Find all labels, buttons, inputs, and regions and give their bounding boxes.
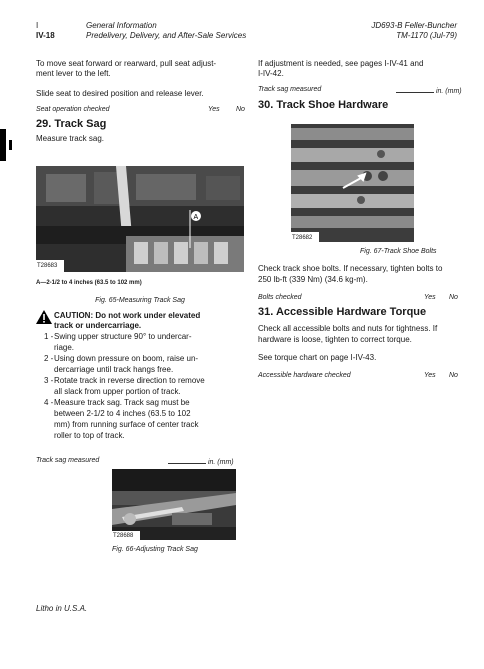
- header-page-number: IV-18: [36, 31, 55, 40]
- torque-chart-reference: See torque chart on page I-IV-43.: [258, 353, 377, 362]
- sag-measured-unit: in. (mm): [207, 459, 234, 466]
- svg-text:A: A: [193, 214, 199, 221]
- heading-30: 30. Track Shoe Hardware: [258, 99, 389, 111]
- fig67-illustration: [291, 124, 414, 242]
- fig65-illustration: [36, 166, 244, 272]
- litho-footer: Litho in U.S.A.: [36, 604, 88, 613]
- section-tab-mark: [9, 140, 12, 150]
- step-text: all slack from upper portion of track.: [54, 387, 181, 396]
- heading-31: 31. Accessible Hardware Torque: [258, 306, 427, 318]
- accessible-checked-no: No: [449, 372, 458, 379]
- header-model: JD693-B Feller-Buncher: [371, 21, 457, 30]
- caution-icon: [36, 310, 52, 324]
- right-sag-measured-label: Track sag measured: [258, 86, 322, 93]
- accessible-line-2: hardware is loose, tighten to correct torque.: [258, 335, 412, 344]
- fig66-caption: Fig. 66-Adjusting Track Sag: [112, 546, 198, 553]
- step-text: dercarriage until track hangs free.: [54, 365, 174, 374]
- adjust-line-1: If adjustment is needed, see pages I-IV-41 and: [258, 59, 424, 68]
- header-tm: TM-1170 (Jul-79): [396, 31, 457, 40]
- step-number: 3 -: [44, 376, 54, 385]
- fig65-code: T28683: [37, 263, 58, 269]
- check-bolts-line-2: 250 lb-ft (339 Nm) (34.6 kg-m).: [258, 275, 368, 284]
- step-text: Measure track sag. Track sag must be: [54, 398, 190, 407]
- step-text: between 2-1/2 to 4 inches (63.5 to 102: [54, 409, 191, 418]
- section-tab: [0, 129, 6, 161]
- right-sag-measured-blank: [396, 85, 434, 93]
- step-text: Rotate track in reverse direction to remove: [54, 376, 205, 385]
- adjust-line-2: I-IV-42.: [258, 69, 284, 78]
- fig65-photo: [36, 166, 244, 272]
- check-bolts-line-1: Check track shoe bolts. If necessary, tighten bolts to: [258, 264, 443, 273]
- sag-measured-blank: [168, 456, 206, 464]
- seat-check-label: Seat operation checked: [36, 106, 110, 113]
- fig67-code: T28682: [292, 235, 313, 241]
- sag-measured-label: Track sag measured: [36, 457, 100, 464]
- sag-measured-field: [168, 456, 234, 467]
- header-section: I: [36, 21, 39, 30]
- intro-line-2: ment lever to the left.: [36, 69, 111, 78]
- step-text: Swing upper structure 90° to undercar-: [54, 332, 192, 341]
- bolts-checked-no: No: [449, 294, 458, 301]
- accessible-line-1: Check all accessible bolts and nuts for tightness. If: [258, 324, 438, 333]
- step-3: [44, 375, 244, 397]
- fig65-caption: Fig. 65-Measuring Track Sag: [95, 297, 185, 304]
- header-title: General Information: [86, 21, 157, 30]
- step-text: roller to top of track.: [54, 431, 125, 440]
- fig66-illustration: [112, 469, 236, 540]
- step-4: [44, 397, 244, 441]
- bolts-checked-yes: Yes: [424, 294, 436, 301]
- step-text: mm) from running surface of center track: [54, 420, 199, 429]
- step-2: [44, 353, 244, 375]
- seat-check-no: No: [236, 106, 245, 113]
- fig67-photo: [291, 124, 414, 242]
- procedure-list: [44, 331, 244, 441]
- fig66-photo: [112, 469, 236, 540]
- step-number: 4 -: [44, 398, 54, 407]
- caution-line-1: CAUTION: Do not work under elevated: [54, 311, 201, 320]
- step-number: 2 -: [44, 354, 54, 363]
- right-sag-measured-field: [396, 85, 462, 96]
- right-sag-measured-unit: in. (mm): [435, 88, 462, 95]
- measure-text: Measure track sag.: [36, 134, 105, 143]
- step-text: Using down pressure on boom, raise un-: [54, 354, 199, 363]
- step-text: riage.: [54, 343, 75, 352]
- fig65-dimension-label: A—2-1/2 to 4 inches (63.5 to 102 mm): [36, 280, 142, 286]
- step-number: 1 -: [44, 332, 54, 341]
- seat-check-yes: Yes: [208, 106, 220, 113]
- caution-line-2: track or undercarriage.: [54, 321, 142, 330]
- accessible-checked-yes: Yes: [424, 372, 436, 379]
- header-subtitle: Predelivery, Delivery, and After-Sale Services: [86, 31, 247, 40]
- fig67-caption: Fig. 67-Track Shoe Bolts: [360, 248, 437, 255]
- intro-line-1: To move seat forward or rearward, pull seat adjust-: [36, 59, 217, 68]
- slide-seat-text: Slide seat to desired position and release lever.: [36, 89, 204, 98]
- accessible-checked-label: Accessible hardware checked: [258, 372, 351, 379]
- step-1: [44, 331, 244, 353]
- bolts-checked-label: Bolts checked: [258, 294, 302, 301]
- heading-29: 29. Track Sag: [36, 118, 107, 130]
- fig66-code: T28688: [113, 533, 134, 539]
